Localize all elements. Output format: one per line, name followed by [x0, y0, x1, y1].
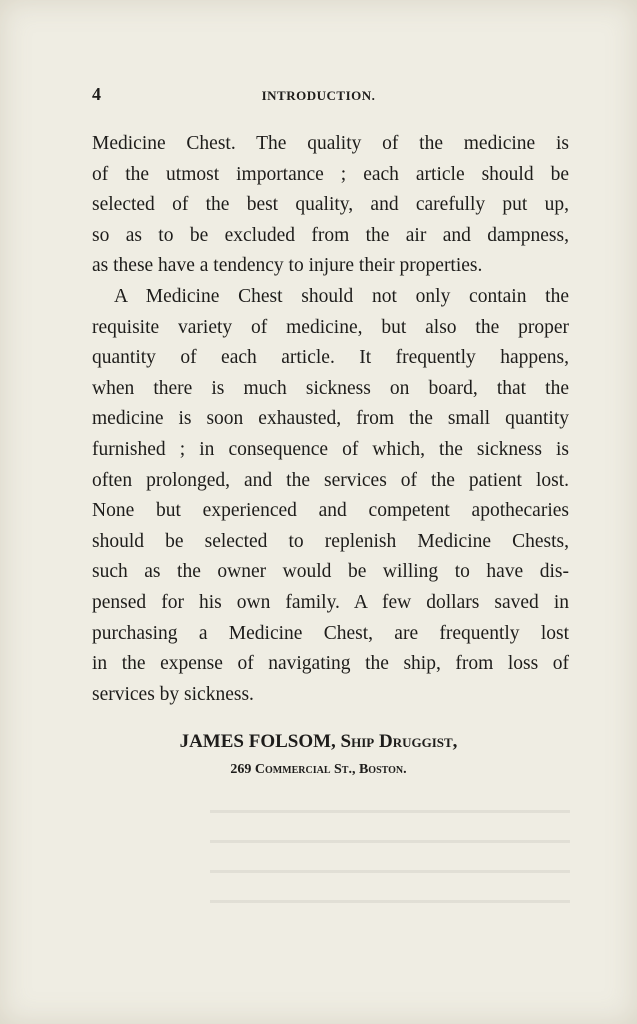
text-line: selected of the best quality, and carefully put up, [92, 194, 569, 216]
text-line: when there is much sickness on board, that the [92, 377, 569, 399]
text-line: in the expense of navigating the ship, from loss of [92, 653, 569, 675]
text-line: should be selected to replenish Medicine Chests, [92, 530, 569, 552]
signatory-title: Ship Druggist, [340, 731, 458, 752]
text-line: of the utmost importance ; each article should be [92, 163, 569, 185]
page-number: 4 [92, 84, 101, 104]
text-line: so as to be excluded from the air and dampness, [92, 224, 569, 246]
text-line: as these have a tendency to injure their properties. [92, 255, 483, 277]
text-line: quantity of each article. It frequently happens, [92, 347, 569, 369]
text-line: Medicine Chest. The quality of the medicine is [92, 133, 569, 154]
running-head: INTRODUCTION. [261, 88, 376, 103]
text-line: services by sickness. [92, 683, 254, 705]
text-line: often prolonged, and the services of the patient lost. [92, 469, 569, 491]
text-line: furnished ; in consequence of which, the sickness is [92, 438, 569, 460]
text-line: purchasing a Medicine Chest, are frequently lost [92, 622, 569, 644]
text-line: medicine is soon exhausted, from the small quantity [92, 408, 569, 430]
text-line: requisite variety of medicine, but also the proper [92, 316, 569, 338]
text-line: such as the owner would be willing to have dis- [92, 561, 569, 583]
signatory-name: JAMES FOLSOM, [179, 731, 336, 752]
text-line: A Medicine Chest should not only contain the [114, 285, 569, 307]
signature-address: 269 Commercial St., Boston. [230, 762, 407, 777]
signature-name-line [0, 730, 637, 754]
text-line: pensed for his own family. A few dollars saved in [92, 591, 569, 613]
show-through-text [210, 810, 570, 920]
text-line: None but experienced and competent apothecaries [92, 500, 569, 522]
signature-block [0, 730, 637, 782]
body-text [92, 129, 569, 710]
